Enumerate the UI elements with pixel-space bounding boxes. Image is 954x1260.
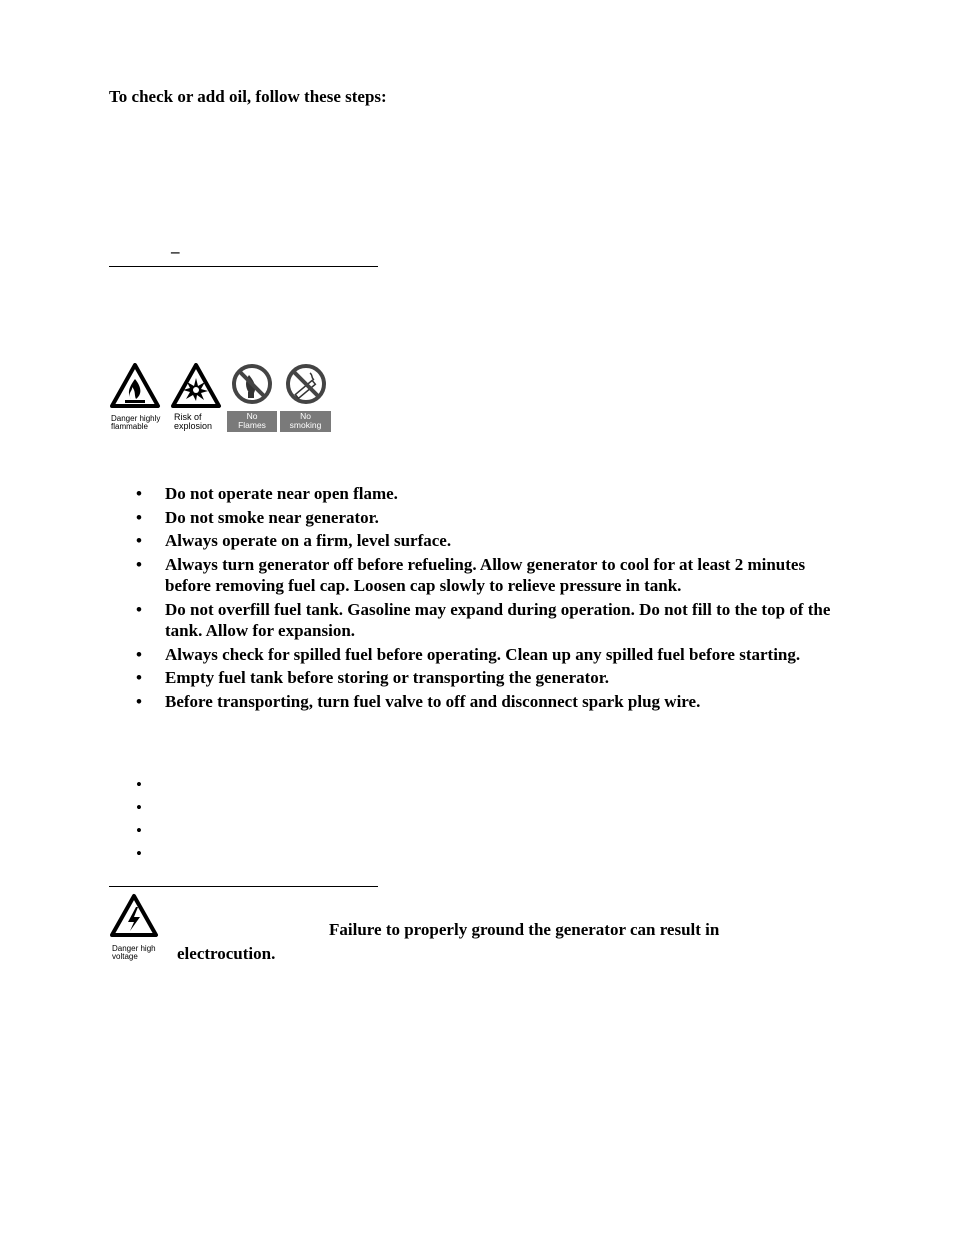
- bullet-icon: •: [136, 554, 142, 574]
- bullet-icon: •: [136, 798, 142, 817]
- section-heading-check-oil: To check or add oil, follow these steps:: [109, 87, 387, 106]
- sign-label-line1: Danger highly: [111, 414, 161, 423]
- bullet-icon: •: [136, 507, 142, 527]
- sign-label-line2: smoking: [289, 419, 322, 430]
- sign-no-flames: [227, 363, 279, 433]
- no-smoking-icon: [280, 363, 332, 409]
- list-item-text: Do not overfill fuel tank. Gasoline may expand during operation. Do not fill to the top of the tank. Allow for expansion.: [165, 599, 831, 640]
- list-item: [109, 644, 849, 666]
- grounding-warning-line1: Failure to properly ground the generator can result in: [329, 920, 720, 939]
- sign-label-line1: Danger high: [112, 944, 156, 953]
- grounding-warning-line2: electrocution.: [177, 944, 276, 963]
- bullet-icon: •: [136, 691, 142, 711]
- section-divider-top: [109, 266, 378, 267]
- bullet-icon: •: [136, 484, 142, 503]
- sign-flammable: [109, 363, 161, 433]
- dash-mark: –: [171, 242, 180, 261]
- bullet-icon: •: [136, 599, 142, 619]
- sign-label-line1: Risk of: [174, 412, 202, 422]
- list-item: [109, 667, 849, 689]
- sign-no-smoking: [280, 363, 332, 433]
- bullet-icon: •: [136, 644, 142, 664]
- explosion-warning-icon: [170, 363, 222, 411]
- section-divider-bottom: [109, 886, 378, 887]
- list-item-text: Empty fuel tank before storing or transporting the generator.: [165, 668, 610, 687]
- list-item-text: Always check for spilled fuel before operating. Clean up any spilled fuel before starting.: [165, 644, 801, 664]
- list-item-text: Do not operate near open flame.: [165, 484, 398, 503]
- list-item-text: Do not smoke near generator.: [165, 507, 379, 527]
- bullet-icon: •: [136, 844, 142, 863]
- list-item: [109, 483, 849, 505]
- sign-label-line2: Flames: [238, 419, 266, 430]
- list-item-text: Always turn generator off before refueling. Allow generator to cool for at least 2 minutes before removing fuel cap. Loosen cap slowly to relieve pressure in tank.: [165, 554, 806, 595]
- list-item-text: Always operate on a firm, level surface.: [165, 531, 452, 550]
- flammable-warning-icon: [109, 363, 161, 411]
- bullet-icon: •: [136, 821, 142, 840]
- sign-explosion: [170, 363, 222, 433]
- bullet-icon: •: [136, 775, 142, 794]
- sign-high-voltage: [109, 893, 163, 965]
- list-item-text: Before transporting, turn fuel valve to off and disconnect spark plug wire.: [165, 691, 701, 711]
- fuel-safety-list: [109, 483, 849, 714]
- bullet-icon: •: [136, 531, 142, 550]
- list-item: [109, 507, 849, 529]
- list-item: [109, 554, 849, 597]
- list-item: [109, 530, 849, 552]
- high-voltage-icon: [109, 893, 159, 939]
- sign-label-line1: No: [246, 411, 258, 421]
- bullet-icon: •: [136, 668, 142, 687]
- list-item: [109, 599, 849, 642]
- no-flames-icon: [227, 363, 279, 409]
- sign-label-line2: voltage: [112, 952, 138, 961]
- sign-label-line1: No: [300, 411, 311, 421]
- sign-label-line2: flammable: [111, 422, 148, 431]
- list-item: [109, 691, 849, 713]
- sign-label-line2: explosion: [174, 421, 213, 431]
